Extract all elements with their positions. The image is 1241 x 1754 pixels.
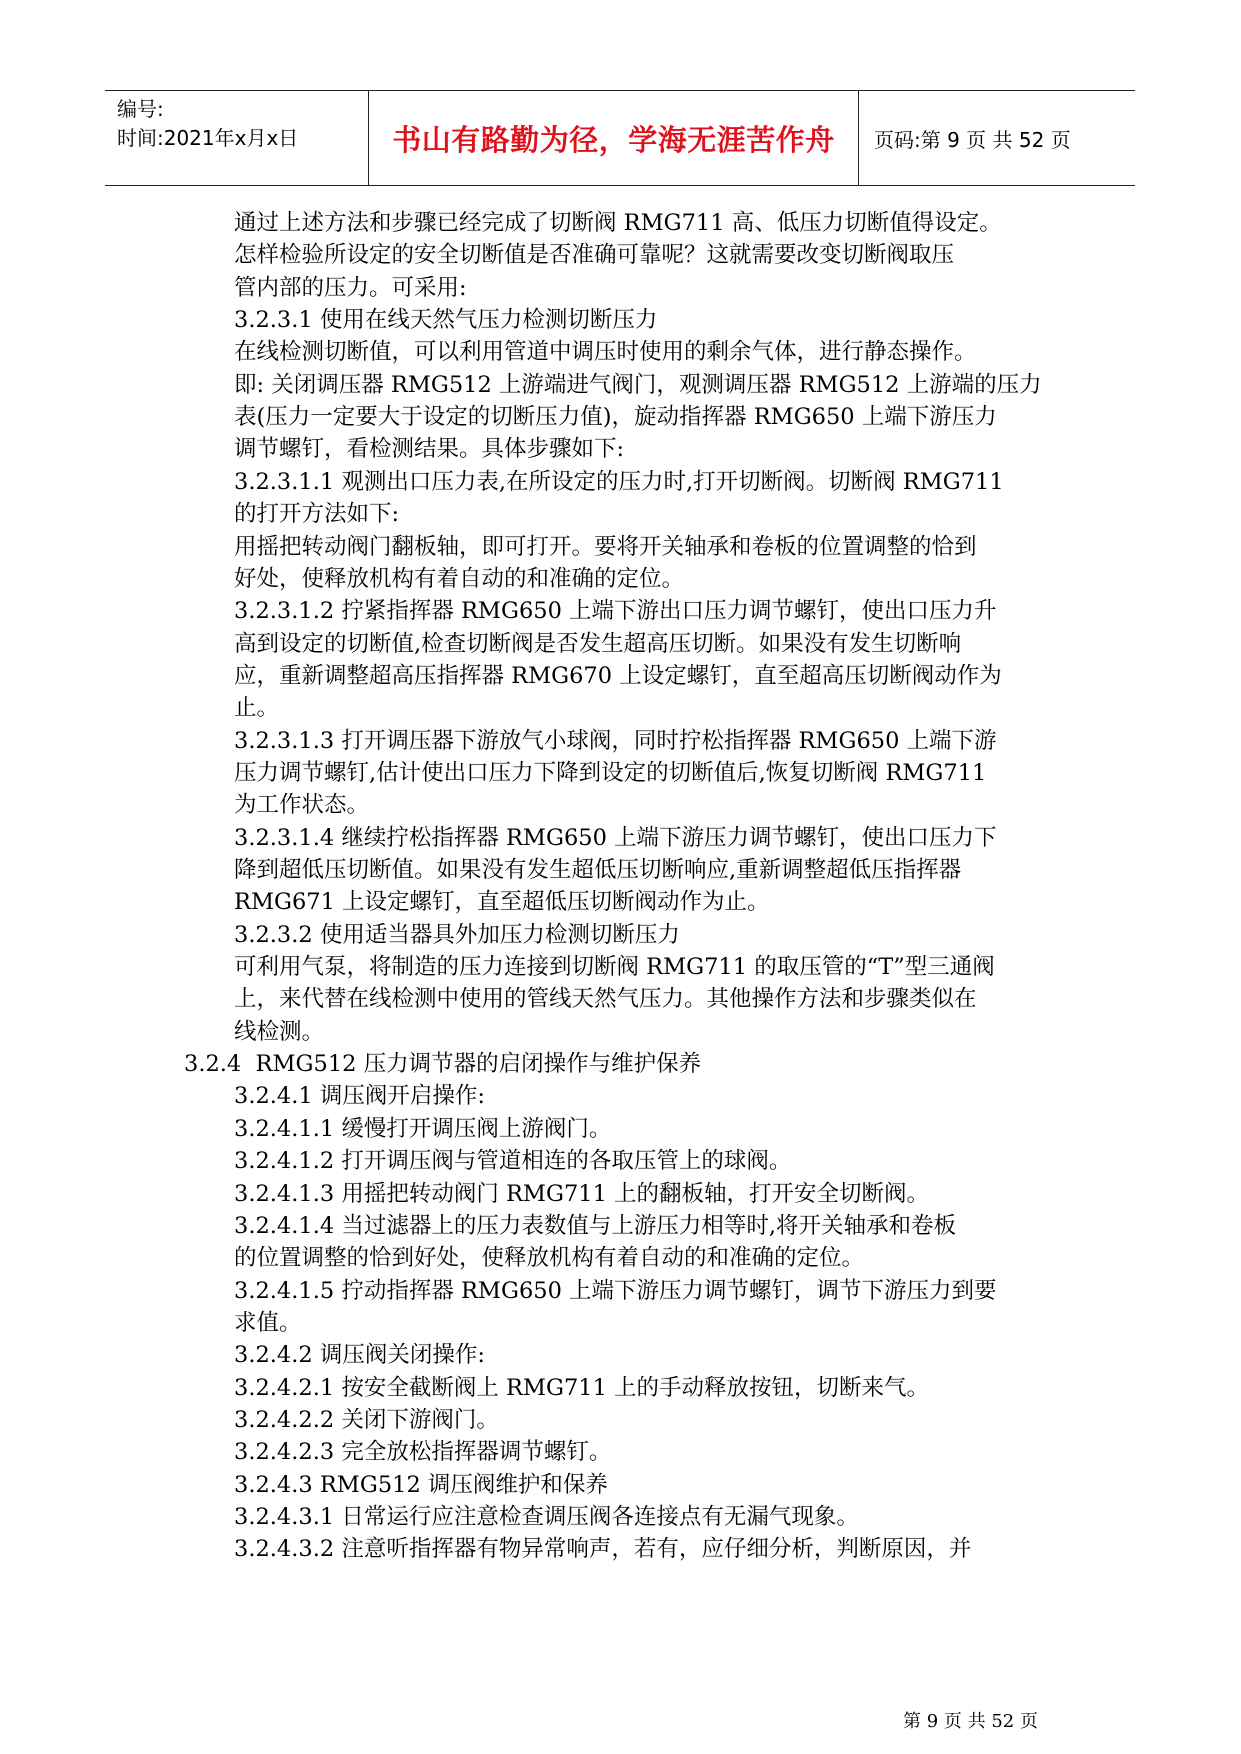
text-line: 即: 关闭调压器 RMG512 上游端进气阀门，观测调压器 RMG512 上游端的压力 xyxy=(234,371,1042,398)
text-line: 3.2.4.3.2 注意听指挥器有物异常响声，若有，应仔细分析，判断原因，并 xyxy=(234,1536,972,1563)
header-table xyxy=(105,90,1135,186)
text-line: 的位置调整的恰到好处，使释放机构有着自动的和准确的定位。 xyxy=(234,1245,865,1272)
page-footer: 第 9 页 共 52 页 xyxy=(903,1711,1038,1732)
text-line: 线检测。 xyxy=(234,1018,325,1045)
text-line: 3.2.4.2.2 关闭下游阀门。 xyxy=(234,1406,499,1433)
header-left-cell xyxy=(105,91,369,185)
text-line: 3.2.3.1.4 继续拧松指挥器 RMG650 上端下游压力调节螺钉，使出口压力下 xyxy=(234,824,997,851)
text-line: 表(压力一定要大于设定的切断压力值)，旋动指挥器 RMG650 上端下游压力 xyxy=(234,404,997,431)
text-line: 3.2.4.3.1 日常运行应注意检查调压阀各连接点有无漏气现象。 xyxy=(234,1504,859,1530)
text-line: 调节螺钉，看检测结果。具体步骤如下: xyxy=(234,436,625,463)
text-line: 3.2.4.2.3 完全放松指挥器调节螺钉。 xyxy=(234,1439,612,1466)
text-line: 上，来代替在线检测中使用的管线天然气压力。其他操作方法和步骤类似在 xyxy=(234,986,977,1013)
text-line: 高到设定的切断值,检查切断阀是否发生超高压切断。如果没有发生切断响 xyxy=(234,630,962,657)
text-line: 3.2.4.1.4 当过滤器上的压力表数值与上游压力相等时,将开关轴承和卷板 xyxy=(234,1212,956,1239)
page-label: 页码:第 9 页 共 52 页 xyxy=(874,127,1071,152)
text-line: 在线检测切断值，可以利用管道中调压时使用的剩余气体，进行静态操作。 xyxy=(234,339,977,366)
text-line: 通过上述方法和步骤已经完成了切断阀 RMG711 高、低压力切断值得设定。 xyxy=(234,210,1002,236)
text-line: 可利用气泵，将制造的压力连接到切断阀 RMG711 的取压管的“T”型三通阀 xyxy=(234,954,995,981)
motto-text: 书山有路勤为径，学海无涯苦作舟 xyxy=(392,122,835,157)
text-line: 3.2.4.2.1 按安全截断阀上 RMG711 上的手动释放按钮，切断来气。 xyxy=(234,1374,930,1401)
text-line: 3.2.4.1.3 用摇把转动阀门 RMG711 上的翻板轴，打开安全切断阀。 xyxy=(234,1180,930,1207)
text-line: 3.2.4.1 调压阀开启操作: xyxy=(234,1083,485,1110)
text-line: 3.2.3.1 使用在线天然气压力检测切断压力 xyxy=(234,307,658,334)
text-line: 应，重新调整超高压指挥器 RMG670 上设定螺钉，直至超高压切断阀动作为 xyxy=(234,662,1002,689)
text-line: 降到超低压切断值。如果没有发生超低压切断响应,重新调整超低压指挥器 xyxy=(234,857,962,883)
text-line: 3.2.3.1.2 拧紧指挥器 RMG650 上端下游出口压力调节螺钉，使出口压力升 xyxy=(234,598,997,625)
number-label: 编号: xyxy=(117,97,164,121)
time-label: 时间:2021年x月x日 xyxy=(117,126,299,150)
text-line: 3.2.4.2 调压阀关闭操作: xyxy=(234,1342,485,1369)
header-middle-cell xyxy=(369,91,859,185)
text-line: RMG671 上设定螺钉，直至超低压切断阀动作为止。 xyxy=(234,889,770,916)
text-line: 3.2.4 RMG512 压力调节器的启闭操作与维护保养 xyxy=(184,1051,702,1078)
text-line: 管内部的压力。可采用: xyxy=(234,274,467,301)
text-line: 用摇把转动阀门翻板轴，即可打开。要将开关轴承和卷板的位置调整的恰到 xyxy=(234,533,977,560)
text-line: 好处，使释放机构有着自动的和准确的定位。 xyxy=(234,565,685,592)
text-line: 3.2.3.1.1 观测出口压力表,在所设定的压力时,打开切断阀。切断阀 RMG711 xyxy=(234,468,1004,495)
text-line: 3.2.4.3 RMG512 调压阀维护和保养 xyxy=(234,1471,608,1498)
text-line: 3.2.3.1.3 打开调压器下游放气小球阀，同时拧松指挥器 RMG650 上端下游 xyxy=(234,727,997,754)
text-line: 止。 xyxy=(234,695,280,722)
text-line: 为工作状态。 xyxy=(234,792,370,819)
text-line: 的打开方法如下: xyxy=(234,501,400,528)
text-line: 3.2.3.2 使用适当器具外加压力检测切断压力 xyxy=(234,921,680,948)
header-right-cell xyxy=(860,91,1135,185)
text-line: 3.2.4.1.2 打开调压阀与管道相连的各取压管上的球阀。 xyxy=(234,1148,792,1175)
text-line: 求值。 xyxy=(234,1309,302,1336)
text-line: 压力调节螺钉,估计使出口压力下降到设定的切断值后,恢复切断阀 RMG711 xyxy=(234,759,987,786)
text-line: 3.2.4.1.5 拧动指挥器 RMG650 上端下游压力调节螺钉，调节下游压力到要 xyxy=(234,1277,997,1304)
text-line: 怎样检验所设定的安全切断值是否准确可靠呢？这就需要改变切断阀取压 xyxy=(234,242,955,269)
text-line: 3.2.4.1.1 缓慢打开调压阀上游阀门。 xyxy=(234,1115,612,1142)
